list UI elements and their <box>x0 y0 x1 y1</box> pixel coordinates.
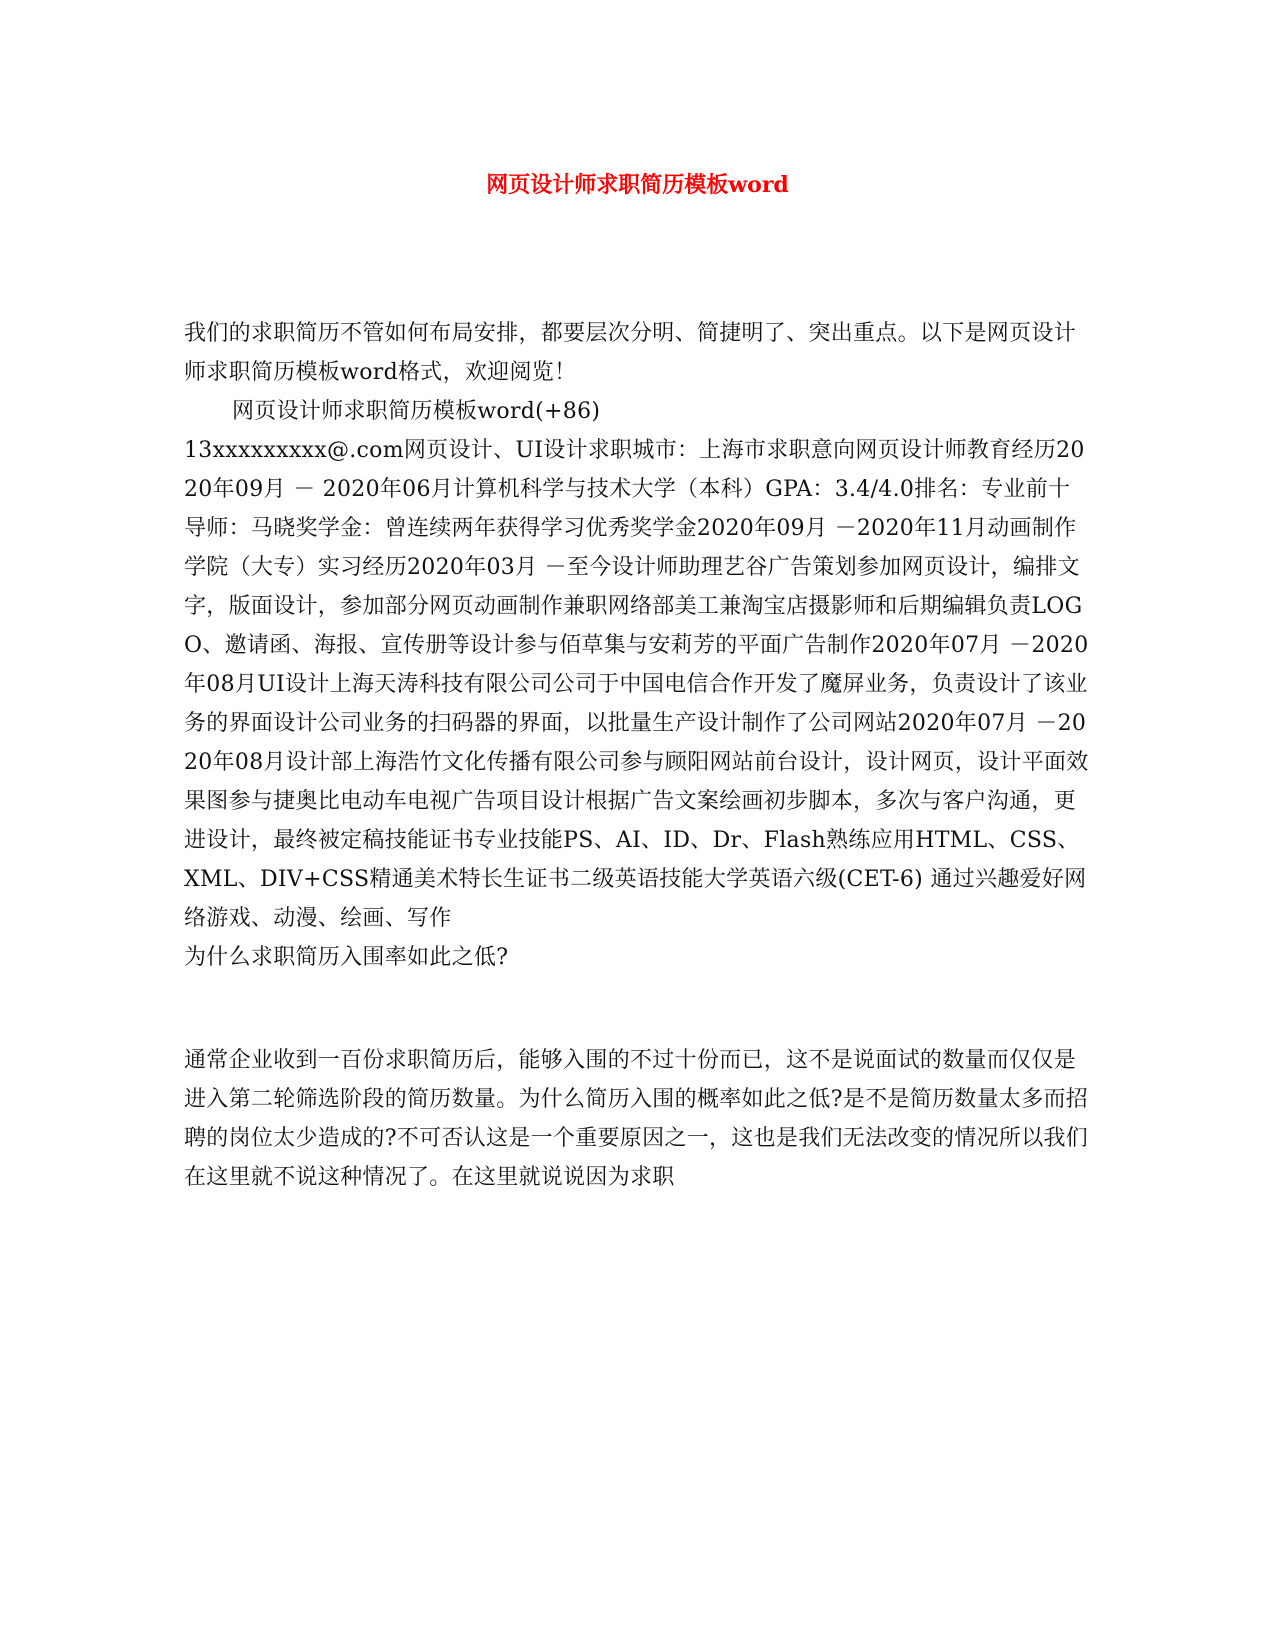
document-body <box>184 314 1089 1197</box>
document-title: 网页设计师求职简历模板word <box>486 172 789 198</box>
question-paragraph: 为什么求职简历入围率如此之低? <box>184 945 509 970</box>
resume-heading-paragraph: 网页设计师求职简历模板word(+86) <box>232 399 601 424</box>
answer-paragraph: 通常企业收到一百份求职简历后，能够入围的不过十份而已，这不是说面试的数量而仅仅是进入第二轮筛选阶段的简历数量。为什么简历入围的概率如此之低?是不是简历数量太多而招聘的岗位太少造成的?不可否认这是一个重要原因之一，这也是我们无法改变的情况所以我们在这里就不说这种情况了。在这里就说说因为求职 <box>184 1048 1089 1190</box>
resume-content-paragraph: 13xxxxxxxxx@.com网页设计、UI设计求职城市：上海市求职意向网页设计师教育经历2020年09月 － 2020年06月计算机科学与技术大学（本科）GPA：3.4/4.0排名：专业前十导师：马晓奖学金：曾连续两年获得学习优秀奖学金2020年09月 －2020年11月动画制作学院（大专）实习经历2020年03月 －至今设计师助理艺谷广告策划参加网页设计，编排文字，版面设计，参加部分网页动画制作兼职网络部美工兼淘宝店摄影师和后期编辑负责LOGO、邀请函、海报、宣传册等设计参与佰草集与安莉芳的平面广告制作2020年07月 －2020年08月UI设计上海天涛科技有限公司公司于中国电信合作开发了魔屏业务，负责设计了该业务的界面设计公司业务的扫码器的界面，以批量生产设计制作了公司网站2020年07月 －2020年08月设计部上海浩竹文化传播有限公司参与顾阳网站前台设计，设计网页，设计平面效果图参与捷奥比电动车电视广告项目设计根据广告文案绘画初步脚本，多次与客户沟通，更进设计，最终被定稿技能证书专业技能PS、AI、ID、Dr、Flash熟练应用HTML、CSS、XML、DIV+CSS精通美术特长生证书二级英语技能大学英语六级(CET-6) 通过兴趣爱好网络游戏、动漫、绘画、写作 <box>184 438 1089 931</box>
intro-paragraph: 我们的求职简历不管如何布局安排，都要层次分明、简捷明了、突出重点。以下是网页设计师求职简历模板word格式，欢迎阅览！ <box>184 321 1077 385</box>
paragraph-spacer <box>184 977 1089 1041</box>
